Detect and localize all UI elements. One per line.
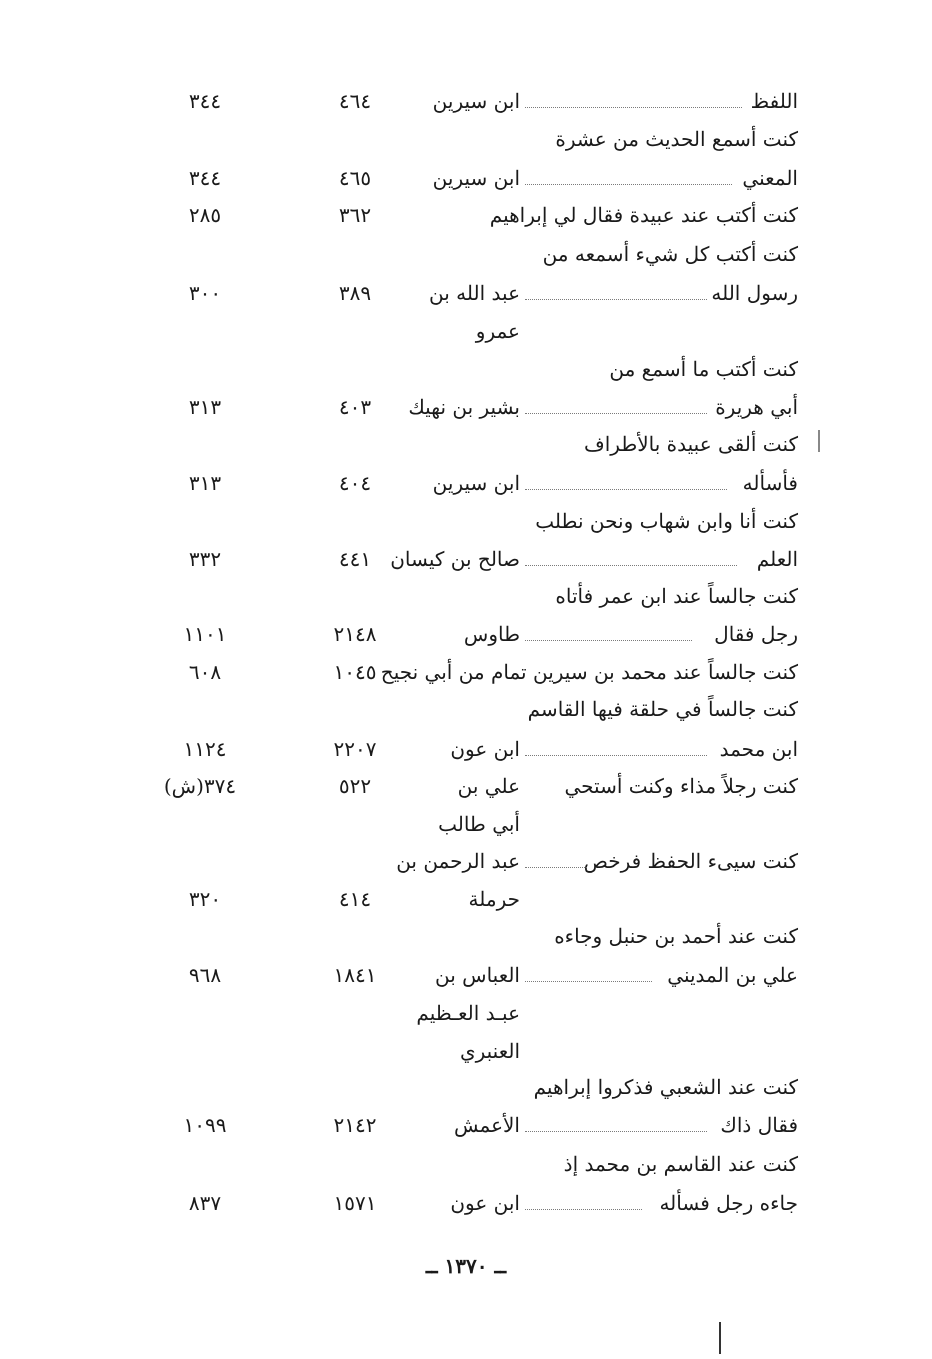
index-entry [0,918,932,954]
hadith-text: كنت ألقى عبيدة بالأطراف [584,432,798,456]
hadith-text: كنت أنا وابن شهاب ونحن نطلب [535,509,798,533]
hadith-number: ٤٦٥ [338,166,372,190]
hadith-text: فقال ذاك [720,1113,798,1137]
index-entry [0,731,932,767]
hadith-text: اللفظ [750,89,798,113]
hadith-number: ١٠٤٥ [333,660,377,684]
page-ref: ٢٨٥ [188,203,222,227]
hadith-text: كنت عند الشعبي فذكروا إبراهيم [533,1075,798,1099]
index-entry [0,389,932,425]
index-entry [0,313,932,349]
page-ref: ٣٠٠ [188,281,222,305]
leader-dots [525,1131,707,1132]
hadith-text: كنت عند أحمد بن حنبل وجاءه [554,924,798,948]
index-entry [0,995,932,1031]
index-entry [0,1033,932,1069]
scan-edge-mark [818,430,820,452]
page-ref: ٣٤٤ [188,166,222,190]
hadith-text: المعني [742,166,798,190]
narrator-continuation: حرملة [468,887,520,911]
narrator: ابن عون [450,737,520,761]
page-ref: ٣١٣ [188,395,222,419]
narrator-continuation: عبـد العـظيم [416,1001,520,1025]
index-entry [0,83,932,119]
index-entry [0,578,932,614]
hadith-text: أبي هريرة [715,395,798,419]
index-entry [0,957,932,993]
narrator: صالح بن كيسان [390,547,520,571]
index-entry [0,843,932,879]
leader-dots [525,981,652,982]
hadith-text: ابن محمد [719,737,798,761]
index-entry [0,275,932,311]
index-entry [0,351,932,387]
leader-dots [525,755,707,756]
index-entry [0,806,932,842]
hadith-number: ١٨٤١ [333,963,377,987]
hadith-text: العلم [756,547,798,571]
hadith-text: كنت أكتب كل شيء أسمعه من [542,242,798,266]
page-ref: ١٠٩٩ [183,1113,227,1137]
leader-dots [525,184,732,185]
leader-dots [525,867,587,868]
hadith-number: ٢١٤٢ [333,1113,377,1137]
narrator-continuation: العنبري [459,1039,520,1063]
index-entry [0,691,932,727]
hadith-number: ٤٠٣ [338,395,372,419]
hadith-text: كنت جالساً عند ابن عمر فأتاه [555,584,798,608]
index-entry [0,881,932,917]
page-ref: ٦٠٨ [188,660,222,684]
narrator: عبد الرحمن بن [396,849,520,873]
leader-dots [525,489,727,490]
index-entry [0,1146,932,1182]
narrator: الأعمش [454,1113,520,1137]
narrator: العباس بن [435,963,520,987]
index-entry [0,121,932,157]
leader-dots [525,107,742,108]
index-entry [0,768,932,804]
hadith-number: ٤٠٤ [338,471,372,495]
hadith-number: ١٥٧١ [333,1191,377,1215]
narrator: ابن سيرين [432,471,520,495]
index-entry [0,160,932,196]
hadith-text: كنت أسمع الحديث من عشرة [555,127,798,151]
hadith-text: رسول الله [711,281,798,305]
narrator: ابن سيرين [432,89,520,113]
index-entry [0,503,932,539]
narrator: ابن عون [450,1191,520,1215]
page-ref: ٣٢٠ [188,887,222,911]
narrator: طاوس [463,622,520,646]
page-ref: ٣٧٤(ش) [163,774,237,798]
hadith-number: ٢١٤٨ [333,622,377,646]
scan-edge-mark [719,1322,721,1354]
leader-dots [525,413,707,414]
hadith-number: ٤٦٤ [338,89,372,113]
hadith-text: كنت جالساً عند محمد بن سيرين تمام من أبي نجيح [380,660,798,684]
page-number: ــ ١٣٧٠ ــ [425,1254,507,1278]
index-entry [0,426,932,462]
narrator: عبد الله بن [429,281,520,305]
page-ref: ٣١٣ [188,471,222,495]
hadith-text: كنت جالساً في حلقة فيها القاسم [527,697,798,721]
hadith-text: كنت سيىء الحفظ فرخص [583,849,798,873]
hadith-text: كنت رجلاً مذاء وكنت أستحي [564,774,798,798]
index-entry [0,236,932,272]
narrator: ابن سيرين [432,166,520,190]
index-entry [0,541,932,577]
leader-dots [525,565,737,566]
page-ref: ٨٣٧ [188,1191,222,1215]
index-entry [0,1069,932,1105]
index-entry [0,616,932,652]
narrator: بشير بن نهيك [408,395,520,419]
hadith-number: ٣٨٩ [338,281,372,305]
hadith-text: كنت أكتب عند عبيدة فقال لي إبراهيم [489,203,798,227]
narrator-continuation: عمرو [475,319,520,343]
hadith-number: ٤٤١ [338,547,372,571]
leader-dots [525,299,707,300]
index-entry [0,1107,932,1143]
hadith-text: كنت عند القاسم بن محمد إذ [563,1152,798,1176]
narrator: علي بن [457,774,520,798]
index-entry [0,465,932,501]
page-ref: ٣٤٤ [188,89,222,113]
hadith-text: رجل فقال [714,622,798,646]
index-entry [0,197,932,233]
page-ref: ٣٣٢ [188,547,222,571]
hadith-text: فأسأله [742,471,798,495]
hadith-text: علي بن المديني [667,963,798,987]
index-entry [0,1185,932,1221]
leader-dots [525,1209,642,1210]
hadith-text: كنت أكتب ما أسمع من [609,357,798,381]
hadith-number: ٥٢٢ [338,774,372,798]
narrator-continuation: أبي طالب [438,812,520,836]
leader-dots [525,640,692,641]
hadith-number: ٢٢٠٧ [333,737,377,761]
page-ref: ٩٦٨ [188,963,222,987]
page-ref: ١١٢٤ [183,737,227,761]
hadith-text: جاءه رجل فسأله [659,1191,798,1215]
hadith-number: ٣٦٢ [338,203,372,227]
index-entry [0,654,932,690]
hadith-number: ٤١٤ [338,887,372,911]
page-ref: ١١٠١ [183,622,227,646]
